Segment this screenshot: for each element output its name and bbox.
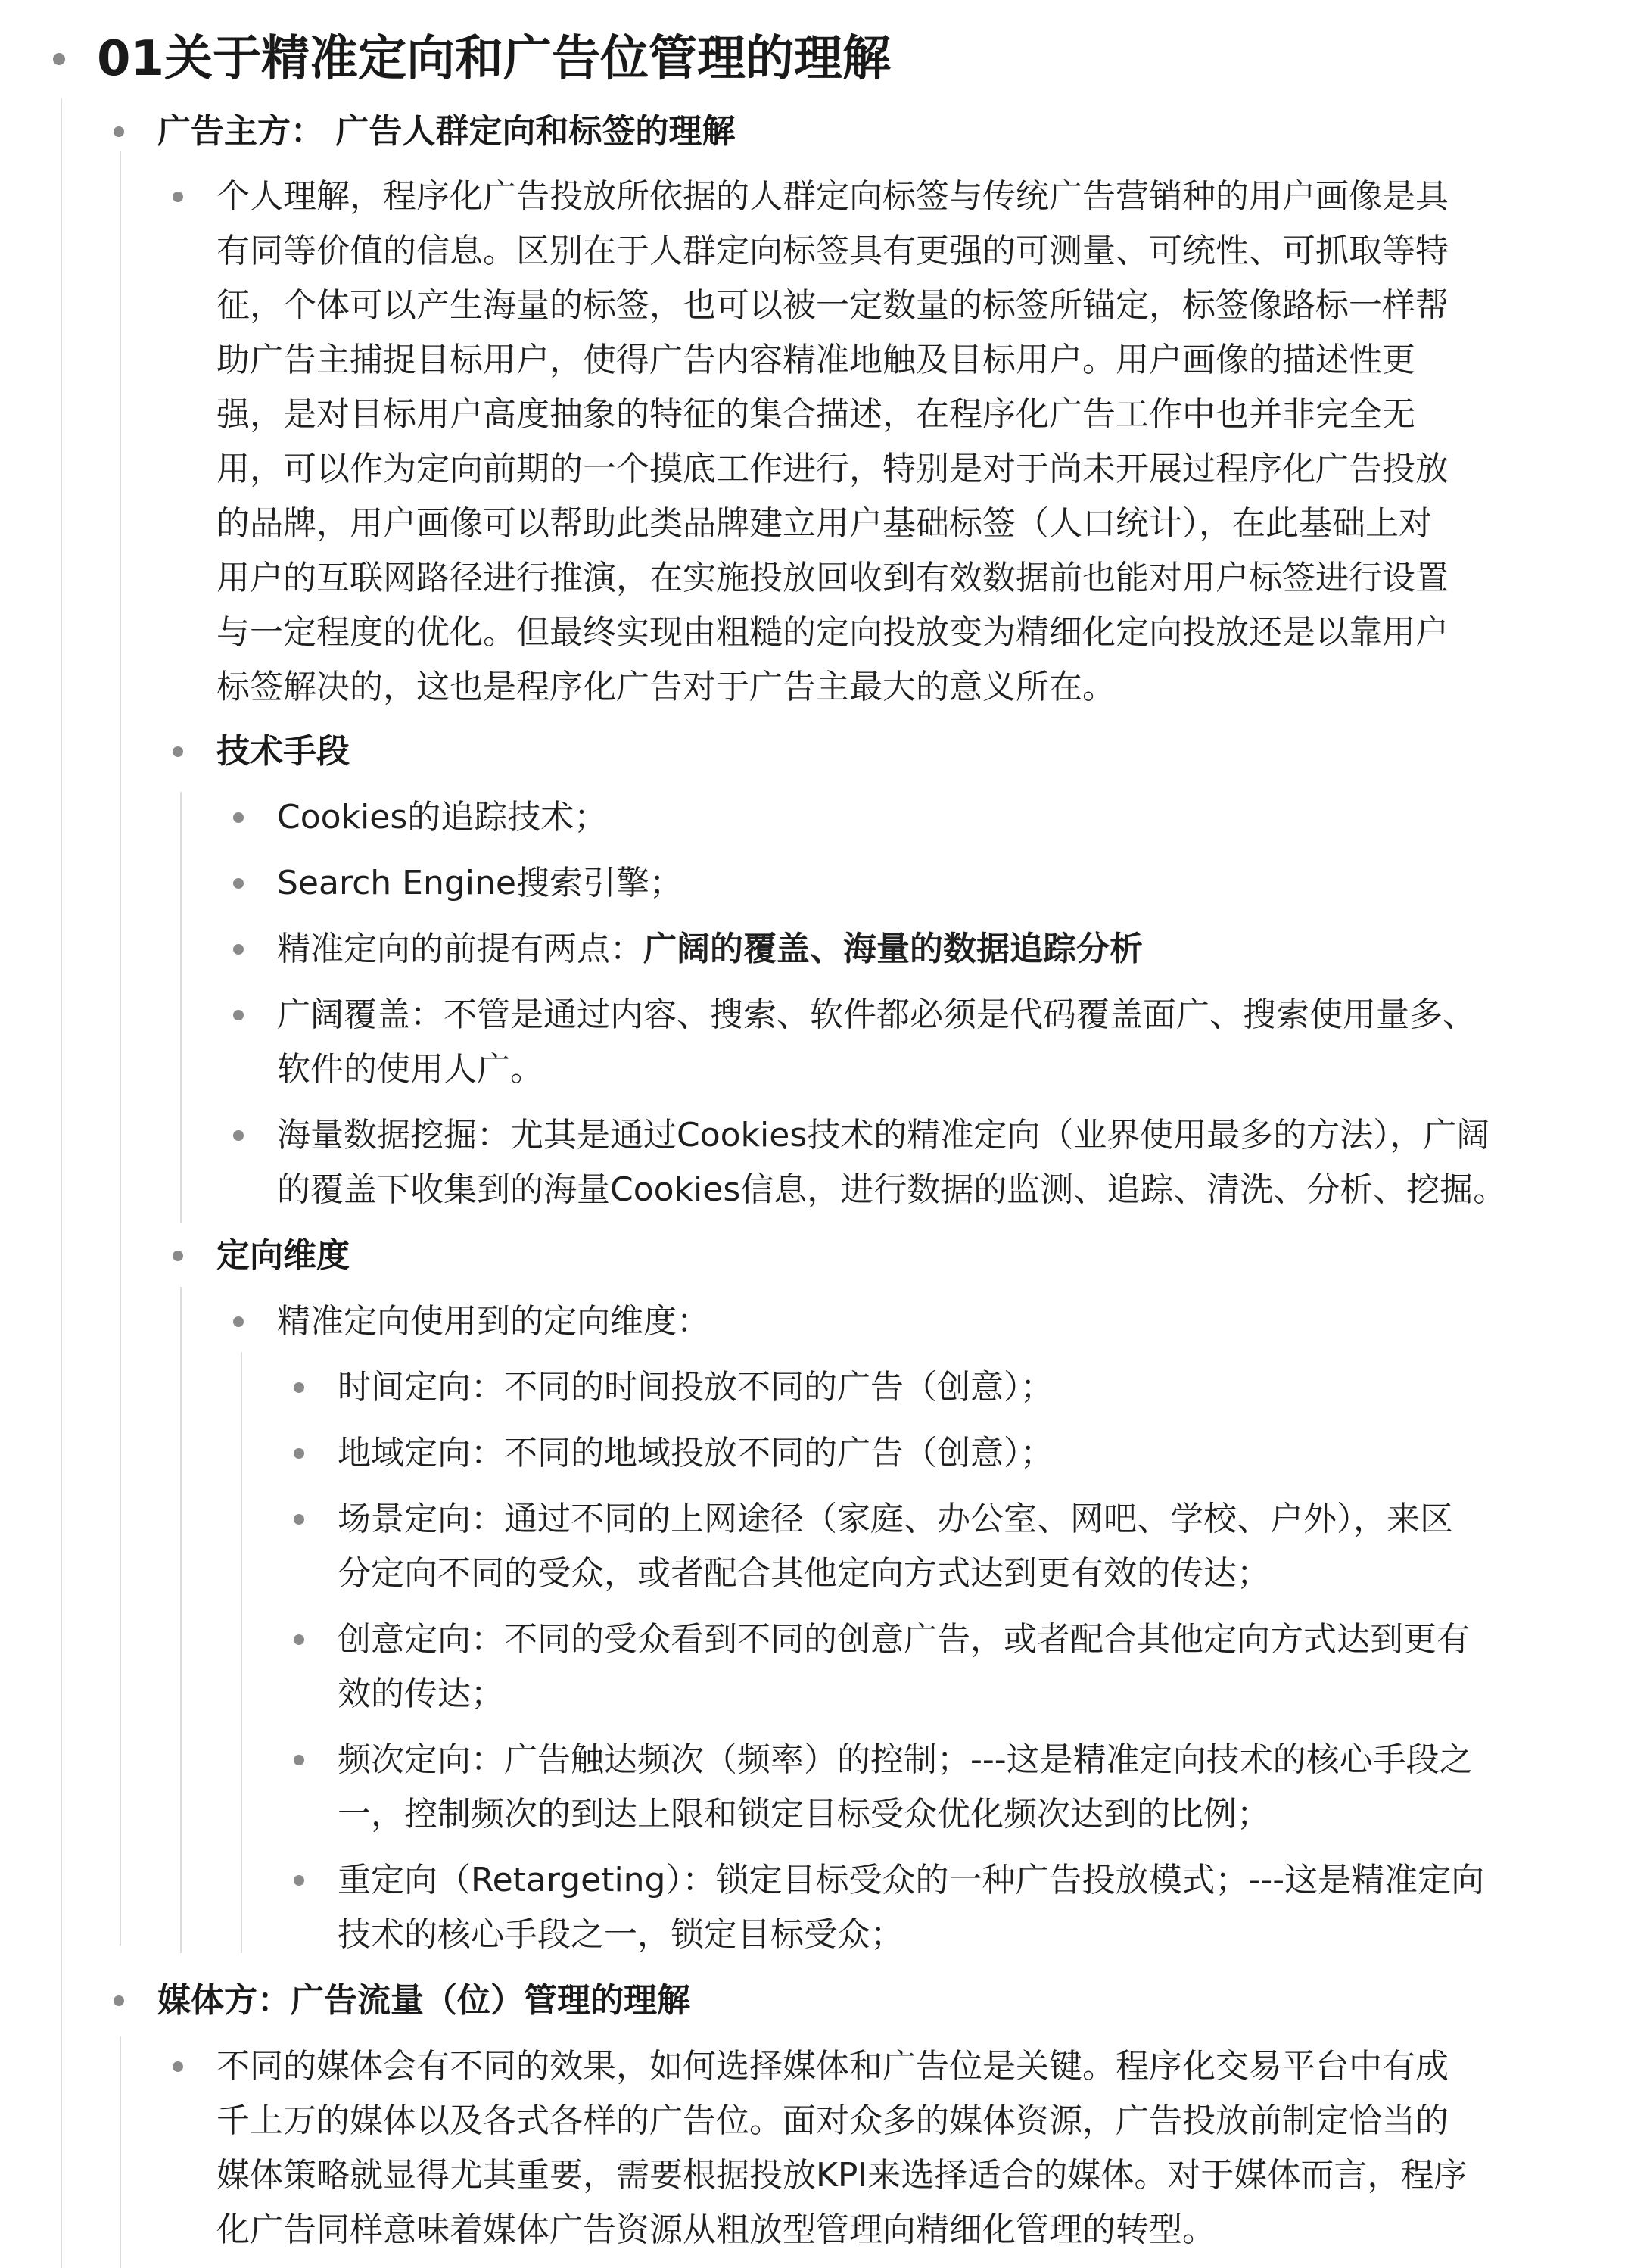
page-title: 01关于精准定向和广告位管理的理解 (97, 31, 892, 87)
dim-item-frequency-line: 一，控制频次的到达上限和锁定目标受众优化频次达到的比例； (338, 1795, 1270, 1833)
bullet-dot[interactable] (53, 53, 65, 65)
bullet-dot[interactable] (294, 1634, 304, 1645)
dim-item-scene-line: 分定向不同的受众，或者配合其他定向方式达到更有效的传达； (338, 1554, 1270, 1593)
bullet-dot[interactable] (173, 2061, 183, 2072)
tech-item-data-mining-line: 的覆盖下收集到的海量Cookies信息，进行数据的监测、追踪、清洗、分析、挖掘。 (277, 1170, 1507, 1209)
understanding-line: 的品牌，用户画像可以帮助此类品牌建立用户基础标签（人口统计），在此基础上对 (216, 504, 1432, 543)
bullet-dot[interactable] (173, 192, 183, 202)
bullet-dot[interactable] (114, 1995, 124, 2006)
dim-item-time: 时间定向：不同的时间投放不同的广告（创意）； (338, 1368, 1054, 1407)
dim-item-region: 地域定向：不同的地域投放不同的广告（创意）； (338, 1434, 1054, 1472)
premise-bold-text: 广阔的覆盖、海量的数据追踪分析 (643, 930, 1143, 968)
bullet-dot[interactable] (173, 746, 183, 757)
guide-line-level4-dims (241, 1352, 242, 1953)
understanding-line: 助广告主捕捉目标用户，使得广告内容精准地触及目标用户。用户画像的描述性更 (216, 341, 1415, 379)
bullet-dot[interactable] (294, 1755, 304, 1765)
bullet-dot[interactable] (114, 126, 124, 137)
understanding-line: 征，个体可以产生海量的标签，也可以被一定数量的标签所锚定，标签像路标一样帮 (216, 286, 1449, 325)
bullet-dot[interactable] (233, 1130, 244, 1141)
bullet-dot[interactable] (233, 944, 244, 955)
understanding-line: 用，可以作为定向前期的一个摸底工作进行，特别是对于尚未开展过程序化广告投放 (216, 450, 1449, 488)
bullet-dot[interactable] (233, 1316, 244, 1327)
guide-line-level2-advertiser (120, 151, 121, 1946)
understanding-line: 用户的互联网路径进行推演，在实施投放回收到有效数据前也能对用户标签进行设置 (216, 559, 1449, 597)
bullet-dot[interactable] (233, 812, 244, 823)
guide-line-level3-tech (180, 792, 182, 1223)
understanding-line: 强，是对目标用户高度抽象的特征的集合描述，在程序化广告工作中也并非完全无 (216, 395, 1415, 434)
understanding-line: 有同等价值的信息。区别在于人群定向标签具有更强的可测量、可统性、可抓取等特 (216, 232, 1449, 270)
advertiser-heading: 广告主方： 广告人群定向和标签的理解 (157, 112, 736, 151)
bullet-dot[interactable] (294, 1382, 304, 1393)
bullet-dot[interactable] (233, 878, 244, 889)
bullet-dot[interactable] (233, 1010, 244, 1020)
understanding-line: 标签解决的，这也是程序化广告对于广告主最大的意义所在。 (216, 668, 1116, 706)
media-line: 媒体策略就显得尤其重要，需要根据投放KPI来选择适合的媒体。对于媒体而言，程序 (216, 2156, 1468, 2195)
media-line: 千上万的媒体以及各式各样的广告位。面对众多的媒体资源，广告投放前制定恰当的 (216, 2101, 1449, 2140)
media-heading: 媒体方：广告流量（位）管理的理解 (157, 1981, 690, 2020)
bullet-dot[interactable] (294, 1875, 304, 1886)
bullet-dot[interactable] (294, 1514, 304, 1525)
guide-line-level3-dims (180, 1287, 182, 1953)
guide-line-level1 (61, 98, 62, 2268)
dims-intro: 精准定向使用到的定向维度： (277, 1302, 710, 1341)
bullet-dot[interactable] (173, 1251, 183, 1261)
premise-text: 精准定向的前提有两点： (277, 930, 643, 968)
bullet-dot[interactable] (294, 1448, 304, 1459)
tech-item-premise (277, 922, 1143, 977)
understanding-line: 与一定程度的优化。但最终实现由粗糙的定向投放变为精细化定向投放还是以靠用户 (216, 613, 1449, 652)
dim-item-retargeting-line: 技术的核心手段之一，锁定目标受众； (338, 1915, 904, 1954)
tech-item-coverage-line: 广阔覆盖：不管是通过内容、搜索、软件都必须是代码覆盖面广、搜索使用量多、 (277, 995, 1476, 1034)
tech-item-coverage-line: 软件的使用人广。 (277, 1050, 543, 1089)
guide-line-level2-media (120, 2036, 121, 2268)
understanding-line: 个人理解，程序化广告投放所依据的人群定向标签与传统广告营销种的用户画像是具 (216, 177, 1449, 216)
dim-item-scene-line: 场景定向：通过不同的上网途径（家庭、办公室、网吧、学校、户外），来区 (338, 1500, 1453, 1538)
dim-item-creative-line: 创意定向：不同的受众看到不同的创意广告，或者配合其他定向方式达到更有 (338, 1620, 1470, 1659)
media-line: 化广告同样意味着媒体广告资源从粗放型管理向精细化管理的转型。 (216, 2210, 1216, 2249)
dim-item-retargeting-line: 重定向（Retargeting）：锁定目标受众的一种广告投放模式；---这是精准定向 (338, 1861, 1485, 1899)
media-line: 不同的媒体会有不同的效果，如何选择媒体和广告位是关键。程序化交易平台中有成 (216, 2047, 1449, 2086)
dim-item-frequency-line: 频次定向：广告触达频次（频率）的控制；---这是精准定向技术的核心手段之 (338, 1740, 1473, 1779)
tech-item-cookies: Cookies的追踪技术； (277, 798, 608, 836)
dim-item-creative-line: 效的传达； (338, 1675, 504, 1713)
tech-heading: 技术手段 (216, 732, 350, 771)
dims-heading: 定向维度 (216, 1236, 350, 1275)
tech-item-search-engine: Search Engine搜索引擎； (277, 864, 683, 902)
tech-item-data-mining-line: 海量数据挖掘：尤其是通过Cookies技术的精准定向（业界使用最多的方法），广阔 (277, 1116, 1490, 1154)
